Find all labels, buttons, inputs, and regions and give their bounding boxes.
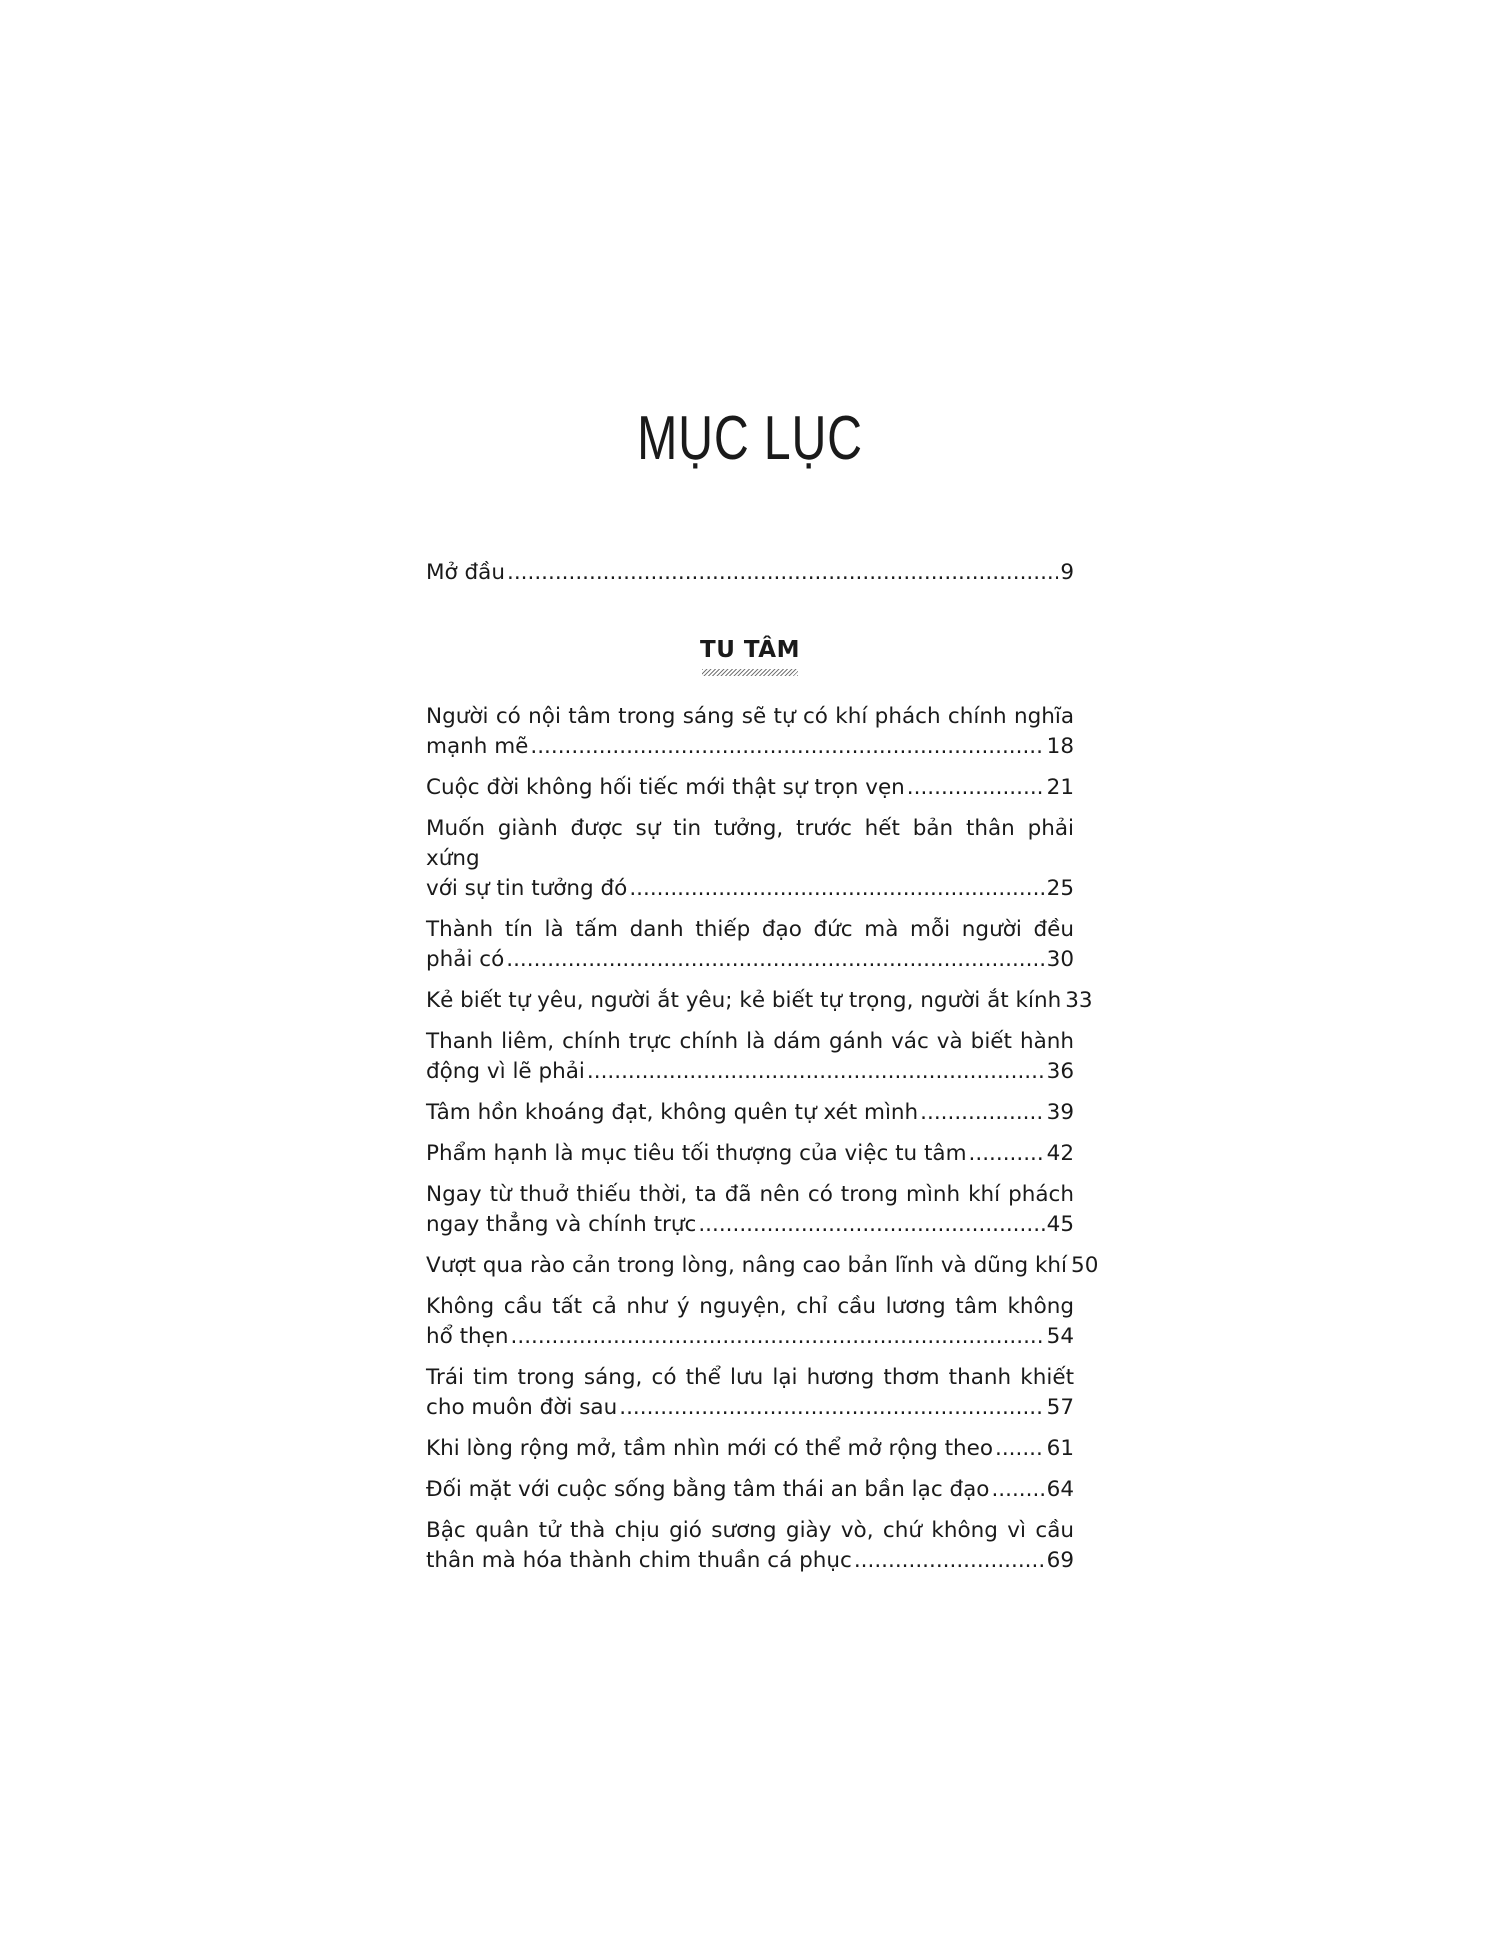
toc-page-number: 9 <box>1060 560 1074 585</box>
toc-entry-intro[interactable] <box>426 558 1074 588</box>
toc-entry[interactable] <box>426 1180 1074 1240</box>
toc-entry[interactable] <box>426 1363 1074 1423</box>
section-heading: TU TÂM <box>700 637 800 663</box>
toc-entry-text: Tâm hồn khoáng đạt, không quên tự xét mình <box>426 1100 919 1125</box>
toc-entry-text-line: Muốn giành được sự tin tưởng, trước hết bản thân phải xứng <box>426 816 1074 871</box>
toc-page-number: 21 <box>1046 775 1074 800</box>
toc-entry-text-line: Thanh liêm, chính trực chính là dám gánh vác và biết hành <box>426 1029 1074 1054</box>
toc-entry-text: Mở đầu <box>426 560 505 585</box>
toc-entry[interactable] <box>426 1251 1099 1281</box>
toc-entry[interactable] <box>426 1139 1074 1169</box>
toc-page-number: 45 <box>1046 1212 1074 1237</box>
toc-page-number: 33 <box>1065 988 1093 1013</box>
toc-entry-text: với sự tin tưởng đó <box>426 876 628 901</box>
toc-entry-text-line: Ngay từ thuở thiếu thời, ta đã nên có trong mình khí phách <box>426 1182 1074 1207</box>
toc-entry[interactable] <box>426 814 1074 904</box>
dot-leader <box>587 1057 1045 1087</box>
dot-leader <box>506 945 1044 975</box>
dot-leader <box>991 1475 1044 1505</box>
toc-entry-text: Vượt qua rào cản trong lòng, nâng cao bản lĩnh và dũng khí <box>426 1253 1068 1278</box>
toc-entry-final-line <box>426 874 1074 904</box>
dot-leader <box>907 773 1045 803</box>
toc-entry-final-line <box>426 732 1074 762</box>
toc-entry-text: Khi lòng rộng mở, tầm nhìn mới có thể mở rộng theo <box>426 1436 994 1461</box>
dot-leader <box>995 1434 1045 1464</box>
toc-entry-final-line <box>426 1434 1074 1464</box>
section-underline <box>702 669 798 676</box>
dot-leader <box>619 1393 1044 1423</box>
toc-page-number: 61 <box>1046 1436 1074 1461</box>
toc-entry-text-line: Người có nội tâm trong sáng sẽ tự có khí phách chính nghĩa <box>426 704 1074 729</box>
toc-page-number: 39 <box>1046 1100 1074 1125</box>
toc-entry[interactable] <box>426 702 1074 762</box>
toc-entry-text: Phẩm hạnh là mục tiêu tối thượng của việc tu tâm <box>426 1141 967 1166</box>
toc-entry[interactable] <box>426 1098 1074 1128</box>
toc-entry[interactable] <box>426 1292 1074 1352</box>
dot-leader <box>530 732 1044 762</box>
toc-page-number: 36 <box>1046 1059 1074 1084</box>
toc-page-number: 18 <box>1046 734 1074 759</box>
dot-leader <box>920 1098 1044 1128</box>
toc-entry-final-line <box>426 1475 1074 1505</box>
toc-entry-text: cho muôn đời sau <box>426 1395 618 1420</box>
toc-entry-text: động vì lẽ phải <box>426 1059 585 1084</box>
toc-page-number: 30 <box>1046 947 1074 972</box>
toc-entry-text: thân mà hóa thành chim thuần cá phục <box>426 1548 852 1573</box>
toc-entry[interactable] <box>426 773 1074 803</box>
toc-entry-final-line <box>426 1210 1074 1240</box>
dot-leader <box>698 1210 1044 1240</box>
toc-entry-text: hổ thẹn <box>426 1324 509 1349</box>
toc-page-number: 54 <box>1046 1324 1074 1349</box>
toc-page-number: 25 <box>1046 876 1074 901</box>
toc-entry-text: Đối mặt với cuộc sống bằng tâm thái an bần lạc đạo <box>426 1477 990 1502</box>
toc-entry-final-line <box>426 986 1093 1016</box>
toc-entry-list <box>426 702 1099 1576</box>
toc-page-number: 42 <box>1046 1141 1074 1166</box>
toc-page-number: 69 <box>1046 1548 1074 1573</box>
toc-entry-text-line: Bậc quân tử thà chịu gió sương giày vò, chứ không vì cầu <box>426 1518 1074 1543</box>
toc-entry[interactable] <box>426 1475 1074 1505</box>
toc-entry[interactable] <box>426 986 1093 1016</box>
dot-leader <box>511 1322 1045 1352</box>
toc-entry-final-line <box>426 1098 1074 1128</box>
toc-page-number: 50 <box>1071 1253 1099 1278</box>
toc-page-number: 64 <box>1046 1477 1074 1502</box>
toc-entry-text-line: Thành tín là tấm danh thiếp đạo đức mà mỗi người đều <box>426 917 1074 942</box>
toc-entry-text: Cuộc đời không hối tiếc mới thật sự trọn vẹn <box>426 775 905 800</box>
toc-entry-final-line <box>426 1393 1074 1423</box>
page-title: MỤC LỤC <box>637 404 863 473</box>
toc-entry[interactable] <box>426 1027 1074 1087</box>
toc-entry-text: Kẻ biết tự yêu, người ắt yêu; kẻ biết tự trọng, người ắt kính <box>426 988 1062 1013</box>
dot-leader <box>629 874 1044 904</box>
toc-entry[interactable] <box>426 915 1074 975</box>
toc-entry-final-line <box>426 1057 1074 1087</box>
toc-entry-final-line <box>426 1139 1074 1169</box>
toc-entry-final-line <box>426 945 1074 975</box>
toc-entry-final-line <box>426 1546 1074 1576</box>
toc-page-number: 57 <box>1046 1395 1074 1420</box>
toc-section-tu-tam <box>426 635 1099 1587</box>
toc-entry-text: mạnh mẽ <box>426 734 529 759</box>
toc-entry-text-line: Không cầu tất cả như ý nguyện, chỉ cầu lương tâm không <box>426 1294 1074 1319</box>
toc-entry-final-line <box>426 1322 1074 1352</box>
toc-entry-text: phải có <box>426 947 505 972</box>
toc-entry-final-line <box>426 773 1074 803</box>
toc-entry-text: ngay thẳng và chính trực <box>426 1212 697 1237</box>
toc-entry-text-line: Trái tim trong sáng, có thể lưu lại hương thơm thanh khiết <box>426 1365 1074 1390</box>
dot-leader <box>507 558 1058 588</box>
dot-leader <box>854 1546 1045 1576</box>
toc-entry-final-line <box>426 1251 1099 1281</box>
toc-entry[interactable] <box>426 1434 1074 1464</box>
dot-leader <box>969 1139 1045 1169</box>
toc-intro <box>426 558 1074 588</box>
toc-entry[interactable] <box>426 1516 1074 1576</box>
